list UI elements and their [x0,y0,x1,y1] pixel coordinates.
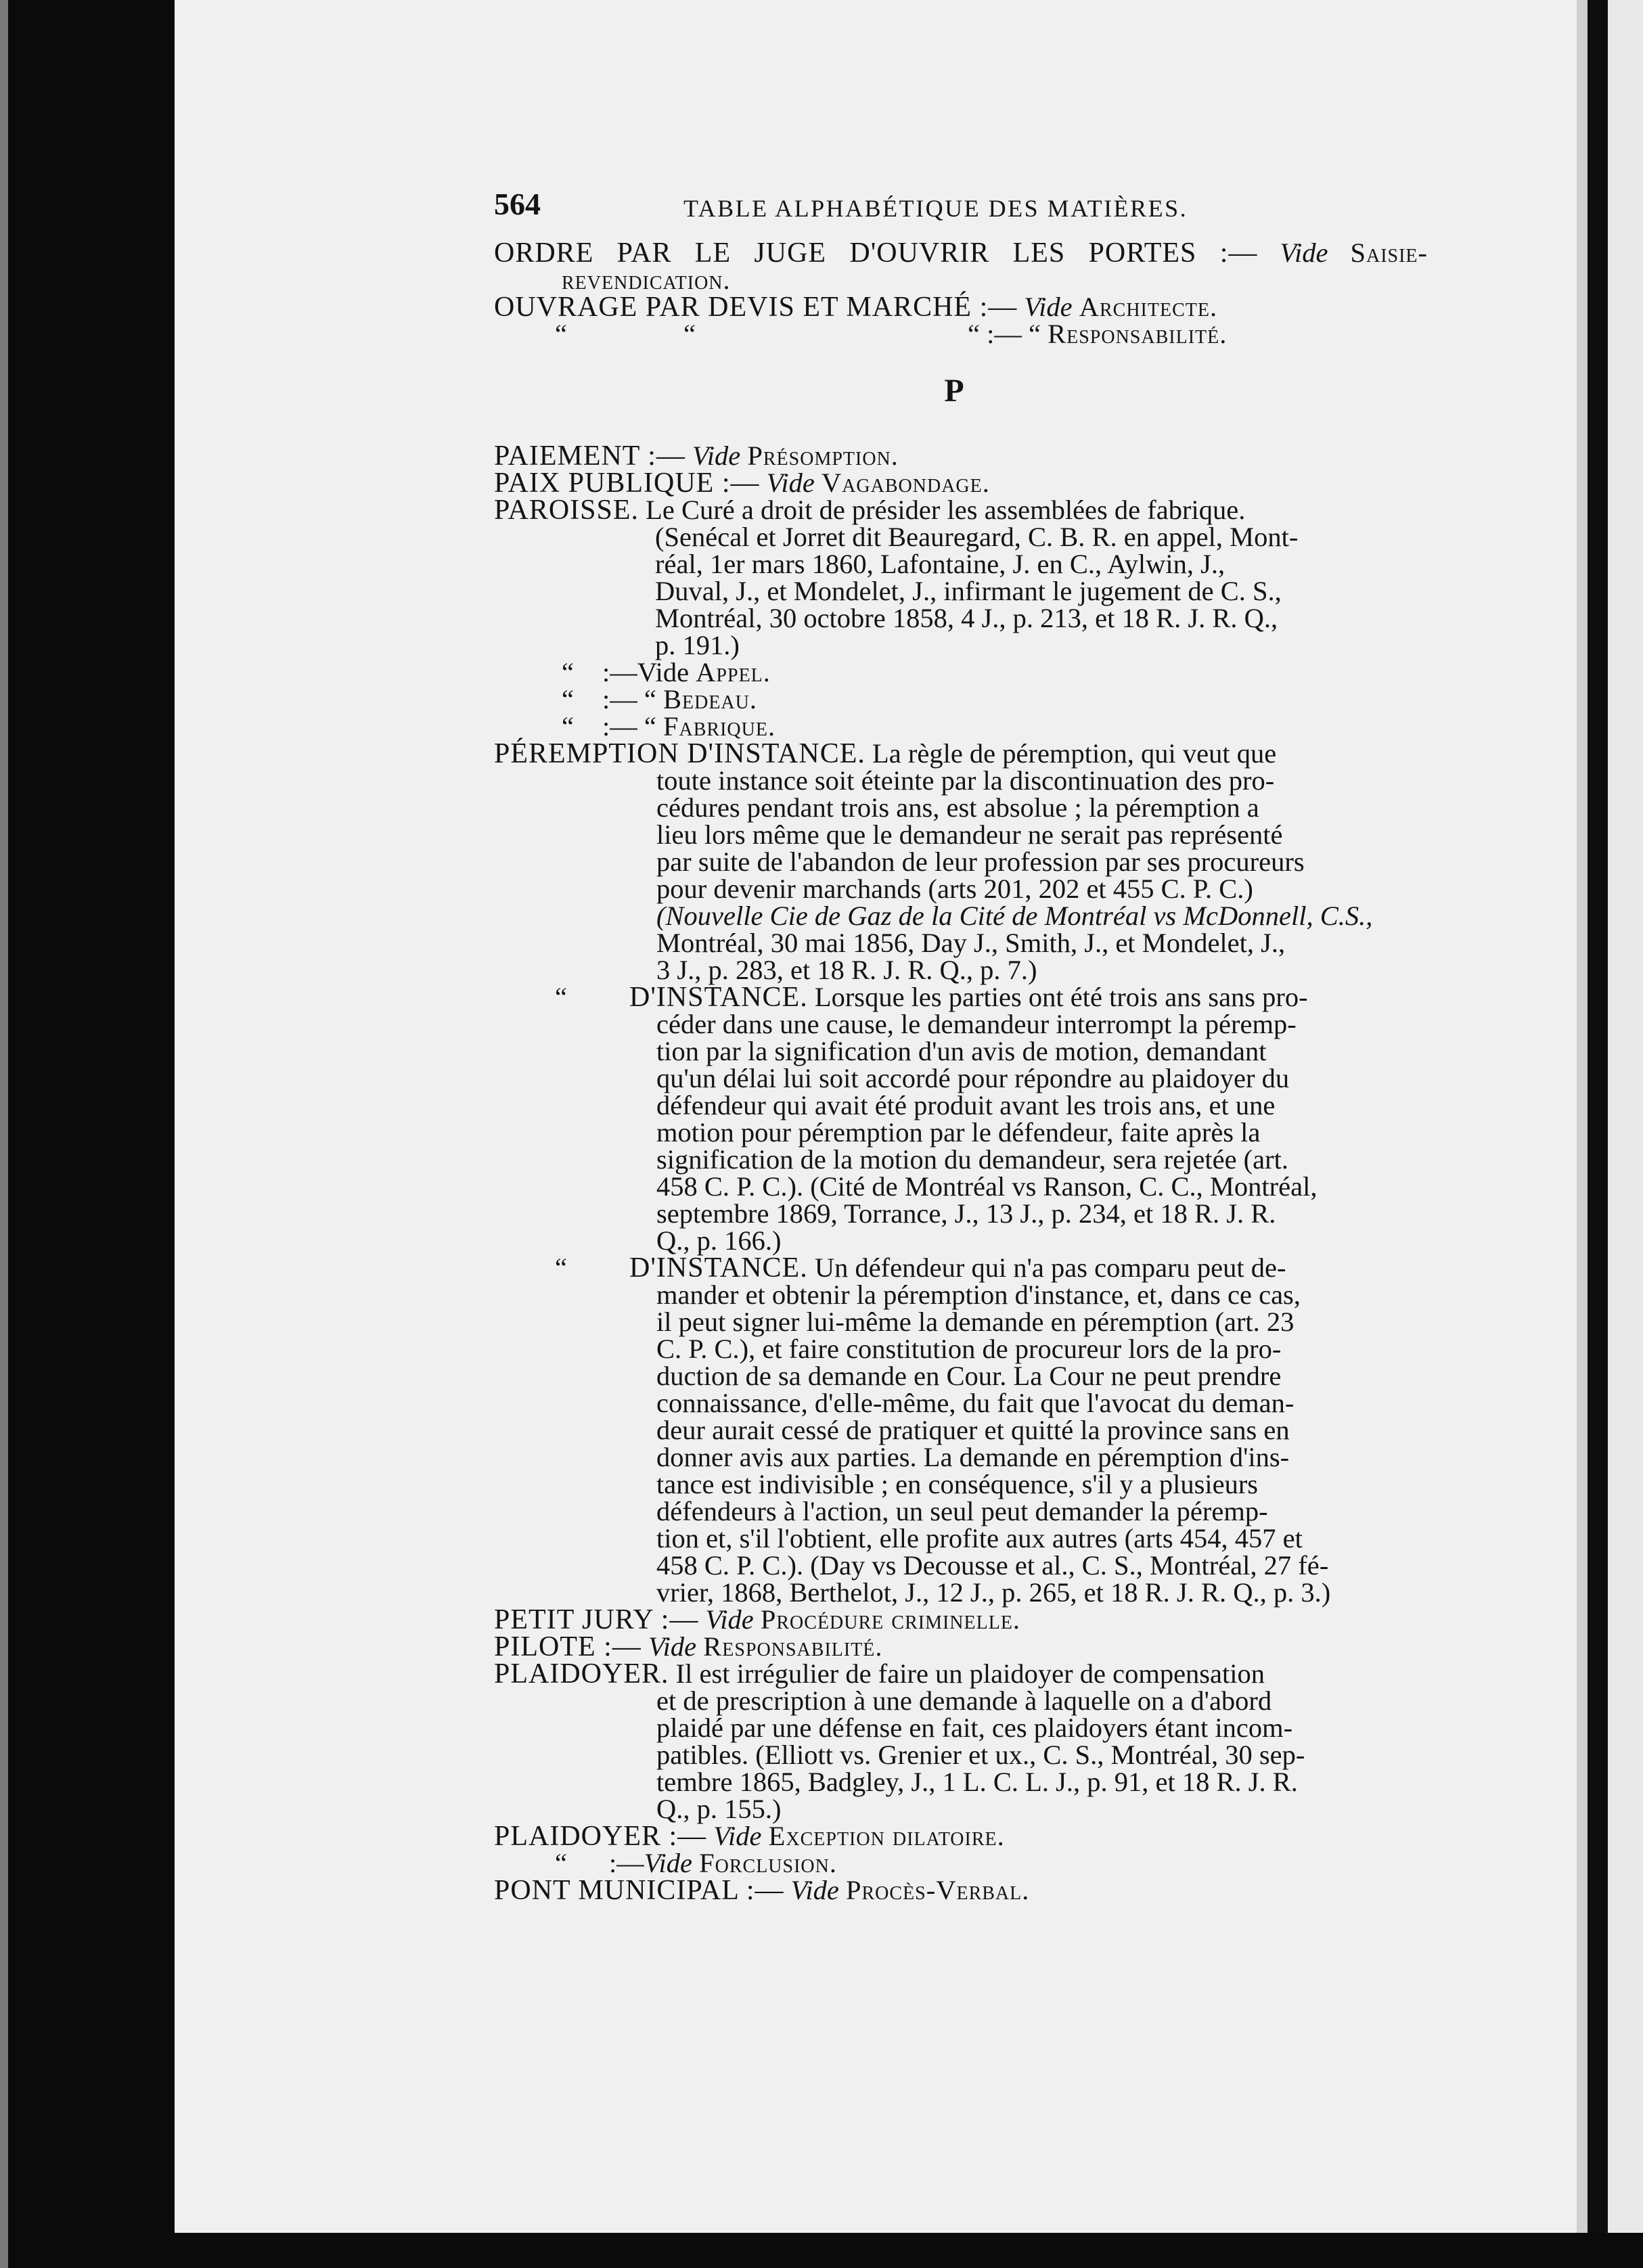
entry-text-line: cédures pendant trois ans, est absolue ; la péremption a [656,792,1259,823]
entry-head: D'INSTANCE. [629,982,808,1013]
ditto-mark: “ [683,319,696,349]
cross-reference: Exception dilatoire. [768,1821,1005,1851]
entry-text-line: toute instance soit éteinte par la discontinuation des pro- [656,765,1275,796]
page-header [494,183,1428,240]
ditto-mark: “ [555,1848,567,1878]
separator: :— “ [602,711,656,742]
entry-text-line: lieu lors même que le demandeur ne serait pas représenté [656,819,1283,850]
vide-label: Vide [1024,292,1073,322]
entry-text-line: p. 191.) [655,630,740,660]
entry-head: PLAIDOYER. [494,1658,669,1689]
entry-text-line: Duval, J., et Mondelet, J., infirmant le jugement de C. S., [655,576,1282,606]
index-entry-plaidoyer-3 [494,1850,1428,1877]
entry-text-line: tion et, s'il l'obtient, elle profite aux autres (arts 454, 457 et [656,1523,1303,1553]
entry-text-line: Il est irrégulier de faire un plaidoyer de compensation [675,1658,1265,1689]
entry-text-line: réal, 1er mars 1860, Lafontaine, J. en C., Aylwin, J., [655,549,1225,579]
entry-text-line: défendeurs à l'action, un seul peut demander la péremp- [656,1496,1268,1526]
index-entry-petit-jury [494,1606,1428,1633]
vide-label: Vide [692,440,741,471]
entry-head: PETIT JURY :— [494,1604,699,1635]
entry-head: ORDRE PAR LE JUGE D'OUVRIR LES PORTES :— [494,237,1258,269]
vide-label: Vide [705,1604,754,1635]
entry-text-line: tance est indivisible ; en conséquence, s'il y a plusieurs [656,1469,1259,1499]
entry-text-line: (Nouvelle Cie de Gaz de la Cité de Montréal vs McDonnell, C.S., [656,901,1373,931]
index-entry-paix [494,470,1428,497]
separator: :— [609,1848,644,1878]
vide-label: Vide [766,468,815,498]
ditto-mark: “ [562,684,574,715]
cross-reference: Forclusion. [699,1848,837,1878]
entry-text-line: Le Curé a droit de présider les assemblées de fabrique. [646,495,1246,525]
ditto-mark: “ [555,319,567,349]
ditto-mark: “ [968,319,980,349]
entry-text-line: Montréal, 30 mai 1856, Day J., Smith, J., et Mondelet, J., [656,928,1286,958]
vide-label: Vide [648,1631,697,1662]
cross-reference: Architecte. [1079,292,1218,322]
entry-head: PAROISSE. [494,495,639,526]
index-entry-paroisse-fabrique [494,713,1428,740]
entry-text-line: septembre 1869, Torrance, J., 13 J., p. 234, et 18 R. J. R. [656,1198,1276,1229]
entry-text-line: motion pour péremption par le défendeur, faite après la [656,1117,1261,1148]
entry-text-line: vrier, 1868, Berthelot, J., 12 J., p. 265, et 18 R. J. R. Q., p. 3.) [656,1577,1331,1608]
entry-head: PAIX PUBLIQUE :— [494,468,760,499]
ditto-mark: “ [562,657,574,687]
entry-text-line: par suite de l'abandon de leur profession par ses procureurs [656,846,1305,877]
cross-reference: Appel. [696,657,771,687]
vide-label: Vide [713,1821,762,1851]
entry-text-line: Q., p. 166.) [656,1225,782,1256]
ditto-mark: “ [555,982,567,1012]
entry-text-line: 458 C. P. C.). (Day vs Decousse et al., C. S., Montréal, 27 fé- [656,1550,1329,1581]
ditto-mark: “ [555,1252,567,1283]
section-letter: P [944,373,964,409]
index-entry-ouvrage [494,294,1428,321]
entry-text-line: La règle de péremption, qui veut que [872,738,1277,769]
entry-text-line: céder dans une cause, le demandeur interrompt la péremp- [656,1009,1297,1039]
cross-reference: Procès-Verbal. [845,1875,1030,1905]
index-entry-plaidoyer-1 [494,1660,1428,1823]
separator: :— “ [602,684,656,715]
cross-reference: Bedeau. [662,684,757,715]
page-edge-shadow [1588,0,1608,2233]
index-entry-paroisse-appel [494,659,1428,686]
entry-text-line: connaissance, d'elle-même, du fait que l'avocat du deman- [656,1388,1295,1418]
entry-text-line: Montréal, 30 octobre 1858, 4 J., p. 213, et 18 R. J. R. Q., [655,603,1278,633]
entry-head: PILOTE :— [494,1631,642,1662]
index-entry-ordre [494,237,1428,295]
entry-text-line: duction de sa demande en Cour. La Cour ne peut prendre [656,1361,1282,1391]
cross-reference: Fabrique. [662,711,776,742]
index-entry-paiement [494,440,1428,472]
vide-label: Vide [1280,237,1328,268]
separator: :—Vide [602,657,690,687]
entry-text-line: plaidé par une défense en fait, ces plaidoyers étant incom- [656,1713,1293,1743]
cross-reference: Vagabondage. [821,468,990,498]
entry-text-line: Un défendeur qui n'a pas comparu peut de- [814,1252,1286,1283]
entry-text-line: signification de la motion du demandeur, sera rejetée (art. [656,1144,1289,1175]
index-entry-peremption-1 [494,740,1428,984]
entry-text-line: et de prescription à une demande à laquelle on a d'abord [656,1685,1272,1716]
entry-text-line: deur aurait cessé de pratiquer et quitté la province sans en [656,1415,1290,1445]
cross-reference: Responsabilité. [1048,319,1228,349]
index-entry-paroisse-bedeau [494,686,1428,713]
entry-text-line: 458 C. P. C.). (Cité de Montréal vs Ranson, C. C., Montréal, [656,1171,1318,1202]
page-edge [1577,0,1588,2233]
cross-reference: Procédure criminelle. [760,1604,1021,1635]
entry-text-line: pour devenir marchands (arts 201, 202 et 455 C. P. C.) [656,874,1253,904]
running-head: TABLE ALPHABÉTIQUE DES MATIÈRES. [683,195,1188,222]
page-text [494,183,1428,1904]
scan-gutter [0,0,8,2268]
entry-text-line: défendeur qui avait été produit avant les trois ans, et une [656,1090,1276,1120]
index-entry-pont-municipal [494,1877,1428,1904]
index-entry-paroisse [494,497,1428,659]
entry-head: PÉREMPTION D'INSTANCE. [494,738,865,769]
index-entry-plaidoyer-2 [494,1823,1428,1850]
entry-head: PAIEMENT :— [494,440,685,472]
index-entry-peremption-2 [494,984,1428,1254]
entry-text-line: tion par la signification d'un avis de motion, demandant [656,1036,1267,1066]
cross-reference: Présomption. [747,440,899,471]
entry-text-line: 3 J., p. 283, et 18 R. J. R. Q., p. 7.) [656,955,1037,985]
entry-text-line: (Senécal et Jorret dit Beauregard, C. B. R. en appel, Mont- [655,522,1299,552]
ditto-mark: “ [562,711,574,742]
entry-text-line: tembre 1865, Badgley, J., 1 L. C. L. J., p. 91, et 18 R. J. R. [656,1767,1298,1797]
index-entry-ouvrage-ditto [494,321,1428,348]
next-page-edge [1608,0,1643,2233]
entry-text-line: Lorsque les parties ont été trois ans sans pro- [814,982,1308,1012]
entry-text-line: patibles. (Elliott vs. Grenier et ux., C. S., Montréal, 30 sep- [656,1740,1305,1770]
entry-head: OUVRAGE PAR DEVIS ET MARCHÉ :— [494,292,1018,323]
vide-label: Vide [790,1875,839,1905]
entry-text-line: qu'un délai lui soit accordé pour répondre au plaidoyer du [656,1063,1290,1093]
entry-head: PLAIDOYER :— [494,1821,707,1852]
entry-head: PONT MUNICIPAL :— [494,1875,784,1906]
cross-reference: Responsabilité. [703,1631,883,1662]
entry-text-line: mander et obtenir la péremption d'instance, et, dans ce cas, [656,1279,1301,1310]
separator: :— “ [987,319,1041,349]
entry-text-line: Q., p. 155.) [656,1794,782,1824]
cross-reference: Saisie-revendication. [562,237,1428,295]
entry-head: D'INSTANCE. [629,1252,808,1284]
vide-label: Vide [644,1848,692,1878]
index-entry-peremption-3 [494,1254,1428,1606]
index-entry-pilote [494,1633,1428,1660]
entry-text-line: il peut signer lui-même la demande en péremption (art. 23 [656,1307,1295,1337]
page-number: 564 [494,187,541,221]
entry-text-line: donner avis aux parties. La demande en péremption d'ins- [656,1442,1290,1472]
entry-text-line: C. P. C.), et faire constitution de procureur lors de la pro- [656,1334,1282,1364]
